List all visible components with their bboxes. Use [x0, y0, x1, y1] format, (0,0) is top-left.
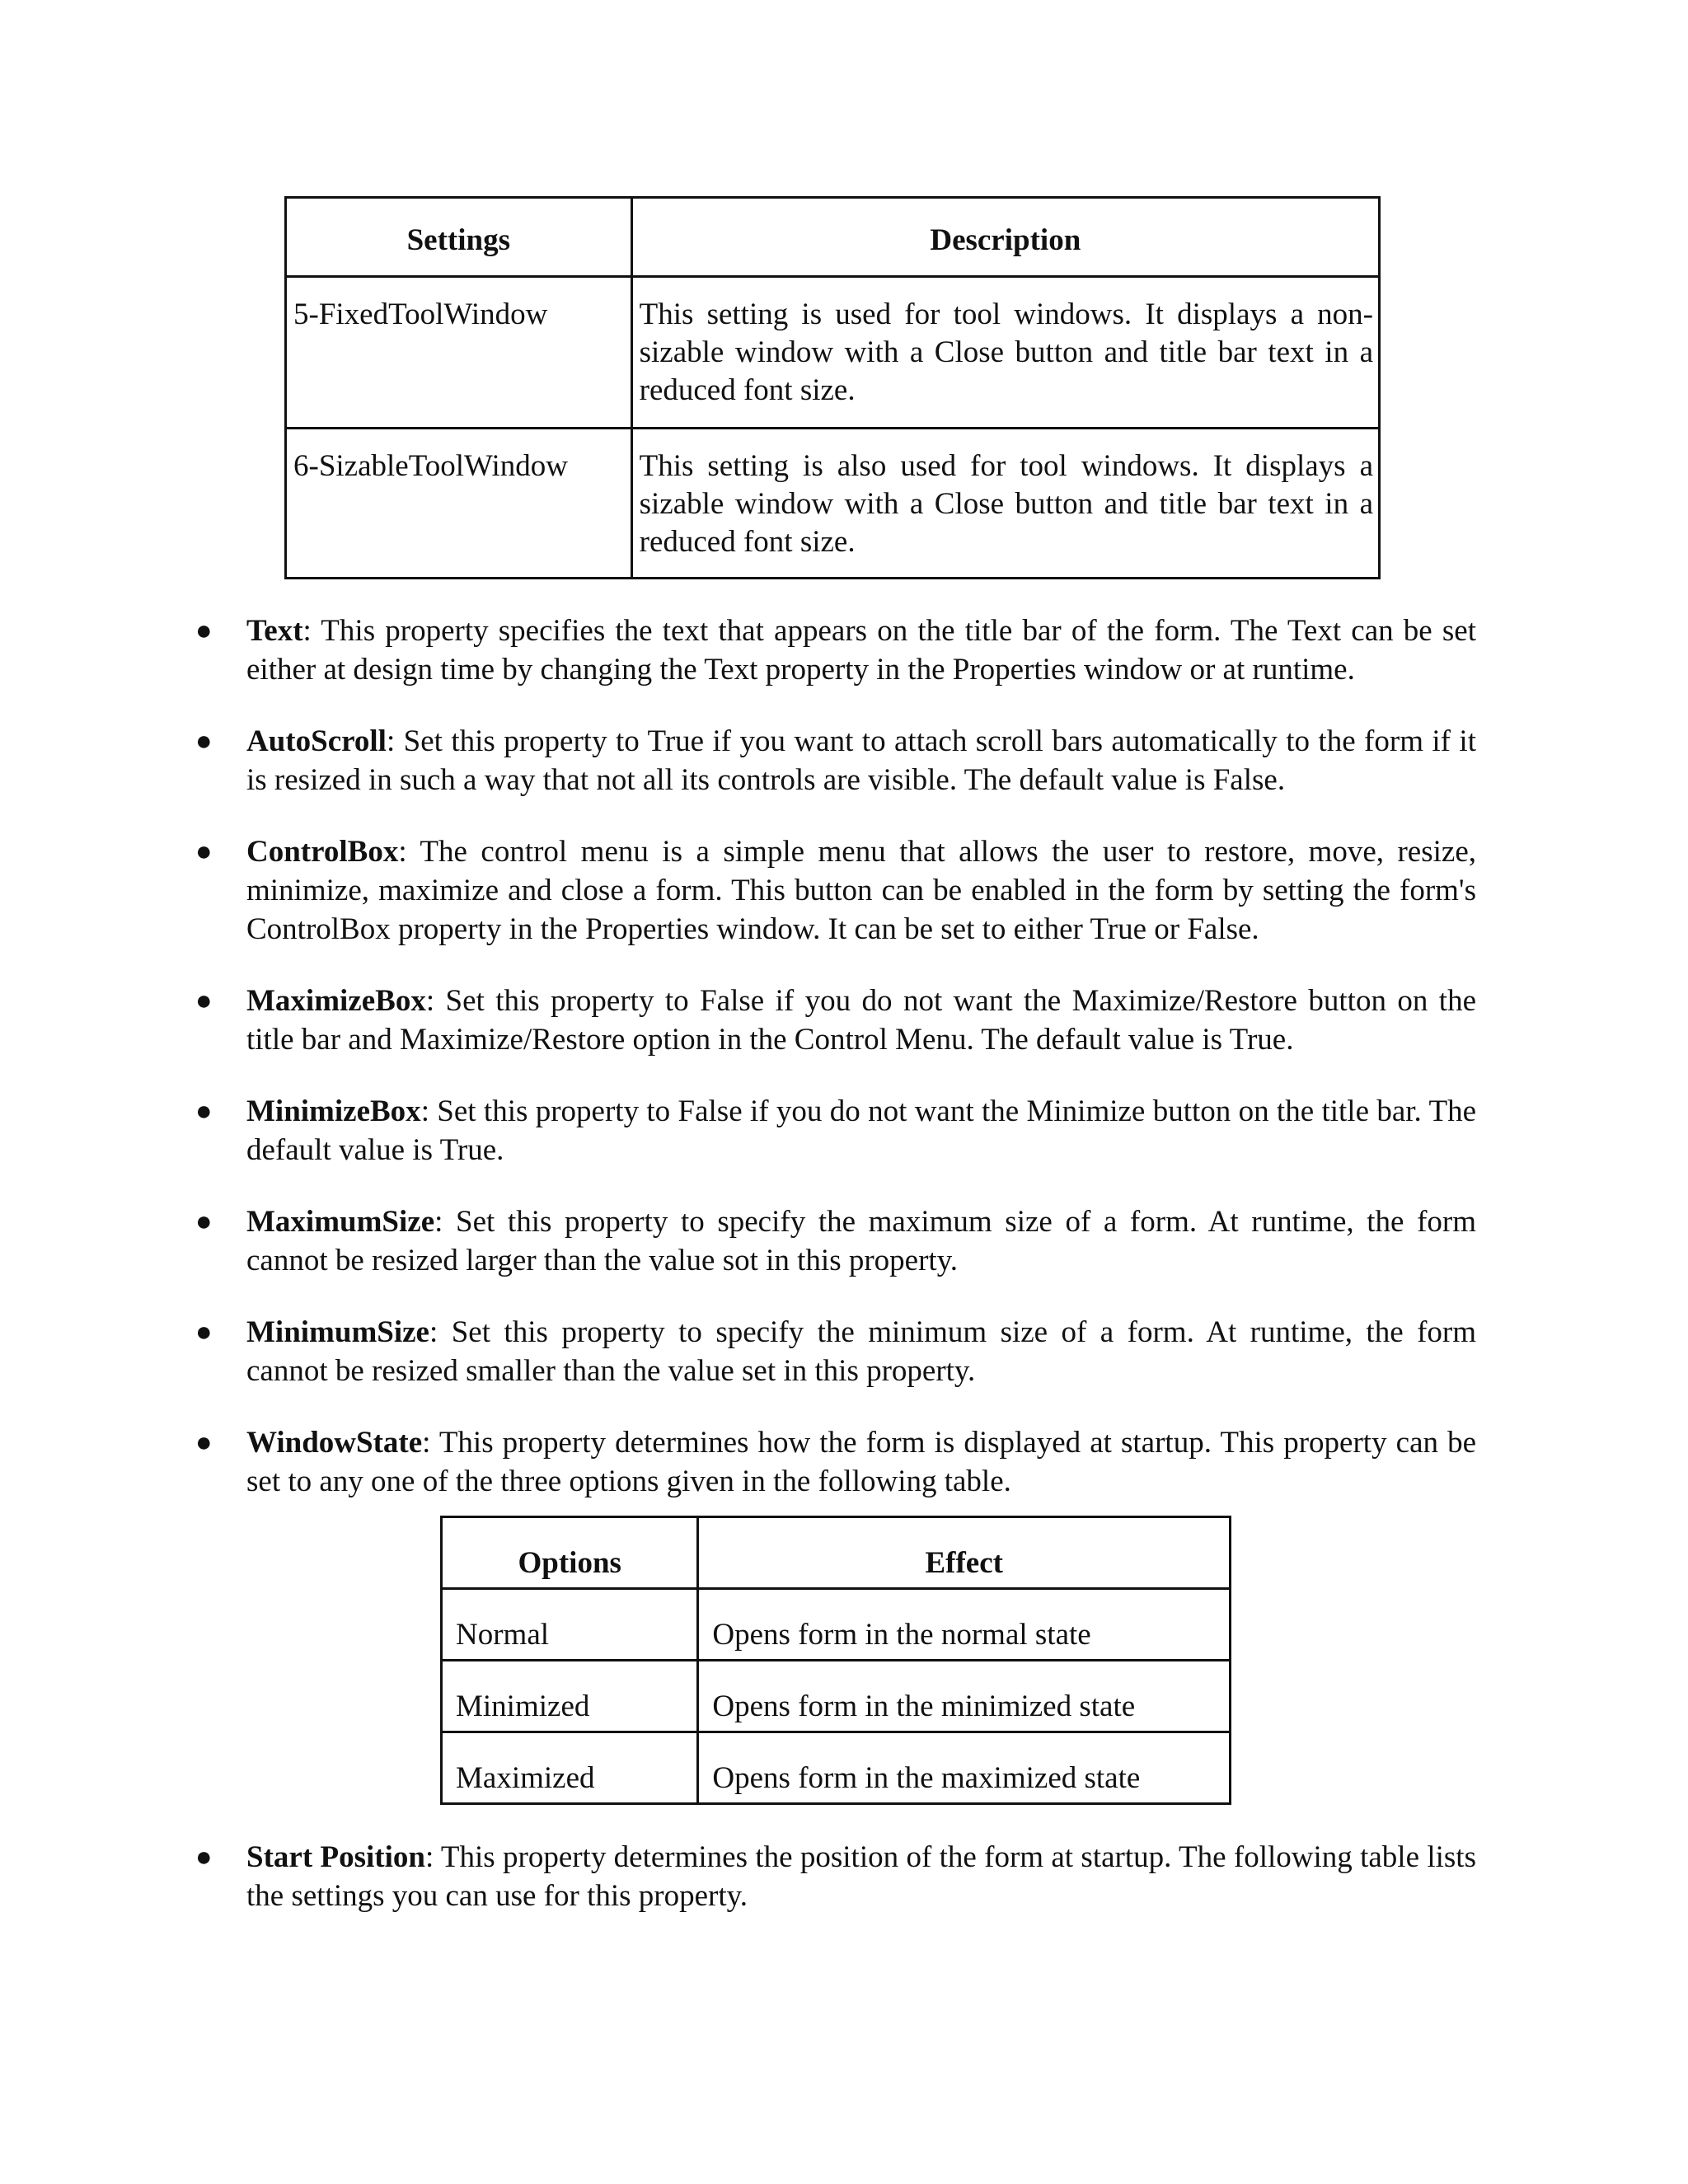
property-description: : The control menu is a simple menu that allows the user to restore, move, resize, minimize, maximize and close a form. This button can be enabled in the form by setting the form's ControlBox property in the Properties window. It can be set to either True or False.: [246, 835, 1476, 946]
effect-cell: Opens form in the maximized state: [698, 1732, 1231, 1804]
property-term: MaximumSize: [246, 1205, 435, 1239]
property-description: : This property specifies the text that appears on the title bar of the form. The Text can be set either at design time by changing the Text property in the Properties window or at runtime.: [246, 614, 1476, 687]
effect-cell: Opens form in the normal state: [698, 1589, 1231, 1661]
property-term: ControlBox: [246, 835, 399, 869]
bullet-icon: ●: [195, 1842, 213, 1872]
property-description: : Set this property to specify the maximum size of a form. At runtime, the form cannot be resized larger than the value sot in this property.: [246, 1205, 1476, 1277]
option-cell: Normal: [442, 1589, 698, 1661]
form-border-style-table: [284, 196, 1381, 579]
bullet-icon: ●: [195, 1096, 213, 1127]
table-row: [442, 1661, 1231, 1732]
property-description: : Set this property to specify the minimum size of a form. At runtime, the form cannot be resized smaller than the value set in this property.: [246, 1315, 1476, 1388]
effect-cell: Opens form in the minimized state: [698, 1661, 1231, 1732]
property-description: : This property determines the position of the form at startup. The following table lists the settings you can use for this property.: [246, 1840, 1476, 1913]
bullet-icon: ●: [195, 1427, 213, 1458]
list-item-maximizebox: [195, 982, 1476, 1059]
bullet-icon: ●: [195, 616, 213, 646]
setting-cell: 5-FixedToolWindow: [286, 277, 632, 429]
bullet-icon: ●: [195, 726, 213, 757]
list-item-controlbox: [195, 832, 1476, 949]
property-description: : Set this property to True if you want to attach scroll bars automatically to the form if it is resized in such a way that not all its controls are visible. The default value is False.: [246, 724, 1476, 797]
column-header-description: Description: [631, 198, 1379, 277]
bullet-icon: ●: [195, 1207, 213, 1237]
list-item-minimizebox: [195, 1092, 1476, 1169]
list-item-text: [195, 612, 1476, 689]
option-cell: Maximized: [442, 1732, 698, 1804]
list-item-start-position: [195, 1838, 1476, 1915]
list-item-windowstate: [195, 1423, 1476, 1805]
property-description: : Set this property to False if you do not want the Minimize button on the title bar. The default value is True.: [246, 1094, 1476, 1167]
property-term: WindowState: [246, 1426, 423, 1460]
table-row: [286, 277, 1380, 429]
column-header-effect: Effect: [698, 1517, 1231, 1589]
bullet-icon: ●: [195, 986, 213, 1016]
property-term: MinimumSize: [246, 1315, 429, 1349]
property-term: MaximizeBox: [246, 984, 426, 1018]
description-cell: This setting is also used for tool windows. It displays a sizable window with a Close button and title bar text in a reduced font size.: [631, 429, 1379, 579]
setting-cell: 6-SizableToolWindow: [286, 429, 632, 579]
table-row: [286, 429, 1380, 579]
table-row: [442, 1732, 1231, 1804]
bullet-icon: ●: [195, 837, 213, 867]
property-list: [0, 612, 1688, 1948]
column-header-options: Options: [442, 1517, 698, 1589]
property-term: AutoScroll: [246, 724, 387, 758]
table-row: [442, 1589, 1231, 1661]
bullet-icon: ●: [195, 1317, 213, 1347]
property-term: MinimizeBox: [246, 1094, 421, 1128]
window-state-table: [440, 1516, 1231, 1805]
list-item-autoscroll: [195, 722, 1476, 799]
list-item-maximumsize: [195, 1202, 1476, 1280]
description-cell: This setting is used for tool windows. It displays a non-sizable window with a Close button and title bar text in a reduced font size.: [631, 277, 1379, 429]
window-state-table-wrapper: [440, 1516, 1476, 1805]
column-header-settings: Settings: [286, 198, 632, 277]
option-cell: Minimized: [442, 1661, 698, 1732]
property-term: Text: [246, 614, 303, 648]
property-term: Start Position: [246, 1840, 425, 1874]
list-item-minimumsize: [195, 1313, 1476, 1390]
table-header-row: [442, 1517, 1231, 1589]
property-description: : This property determines how the form is displayed at startup. This property can be set to any one of the three options given in the following table.: [246, 1426, 1476, 1498]
table-header-row: [286, 198, 1380, 277]
property-description: : Set this property to False if you do not want the Maximize/Restore button on the title bar and Maximize/Restore option in the Control Menu. The default value is True.: [246, 984, 1476, 1057]
